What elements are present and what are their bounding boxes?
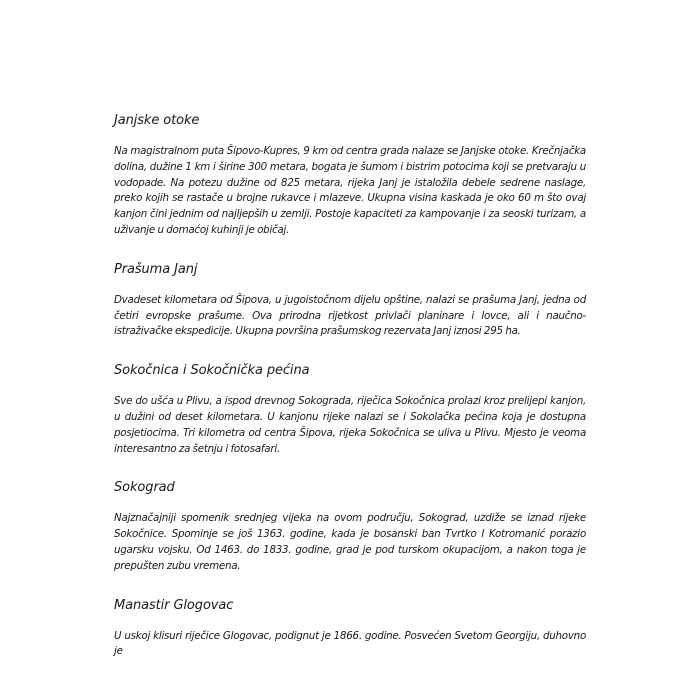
section-paragraph: Sve do ušća u Plivu, a ispod drevnog Sokograda, riječica Sokočnica prolazi kroz prelijepi kanjon, u dužini od deset kilometara. U kanjonu rijeke nalazi se i Sokolačka pećina koja je dostupna posjetiocima. Tri kilometra od centra Šipova, rijeka Sokočnica se uliva u Plivu. Mjesto je veoma interesantno za šetnju i fotosafari. — [114, 395, 586, 455]
section-sokograd — [114, 479, 586, 574]
section-manastir-glogovac — [114, 597, 586, 661]
section-heading: Sokograd — [114, 480, 175, 496]
section-paragraph: Najznačajniji spomenik srednjeg vijeka na ovom području, Sokograd, uzdiže se iznad rijeke Sokočnice. Spominje se još 1363. godine, kada je bosanski ban Tvrtko I Kotromanić porazio ugarsku vojsku. Od 1463. do 1833. godine, grad je pod turskom okupacijom, a nakon toga je prepušten zubu vremena. — [114, 512, 586, 572]
section-prasuma-janj — [114, 261, 586, 340]
section-janjske-otoke — [114, 112, 586, 239]
section-sokocnica — [114, 362, 586, 457]
section-paragraph: Na magistralnom puta Šipovo-Kupres, 9 km od centra grada nalaze se Janjske otoke. Krečnjačka dolina, dužine 1 km i širine 300 metara, bogata je šumom i bistrim potocima koji se pretvaraju u vodopade. Na potezu dužine od 825 metara, rijeka Janj je istaložila debele sedrene naslage, preko kojih se rastače u brojne rukavce i mlazeve. Ukupna visina kaskada je oko 60 m što ovaj kanjon čini jednim od najljepših u zemlji. Postoje kapaciteti za kampovanje i za seoski turizam, a uživanje u domaćoj kuhinji je običaj. — [114, 145, 586, 236]
section-heading: Manastir Glogovac — [114, 597, 234, 613]
document-page — [114, 112, 586, 660]
section-heading: Sokočnica i Sokočnička pećina — [114, 363, 310, 379]
section-paragraph: U uskoj klisuri riječice Glogovac, podignut je 1866. godine. Posvećen Svetom Georgiju, duhovno je — [114, 629, 586, 658]
section-paragraph: Dvadeset kilometara od Šipova, u jugoistočnom dijelu opštine, nalazi se prašuma Janj, jedna od četiri evropske prašume. Ova prirodna rijetkost privlači planinare i lovce, ali i naučno-istraživačke ekspedicije. Ukupna površina prašumskog rezervata Janj iznosi 295 ha. — [114, 293, 586, 338]
section-heading: Prašuma Janj — [114, 261, 198, 277]
section-heading: Janjske otoke — [114, 113, 200, 128]
